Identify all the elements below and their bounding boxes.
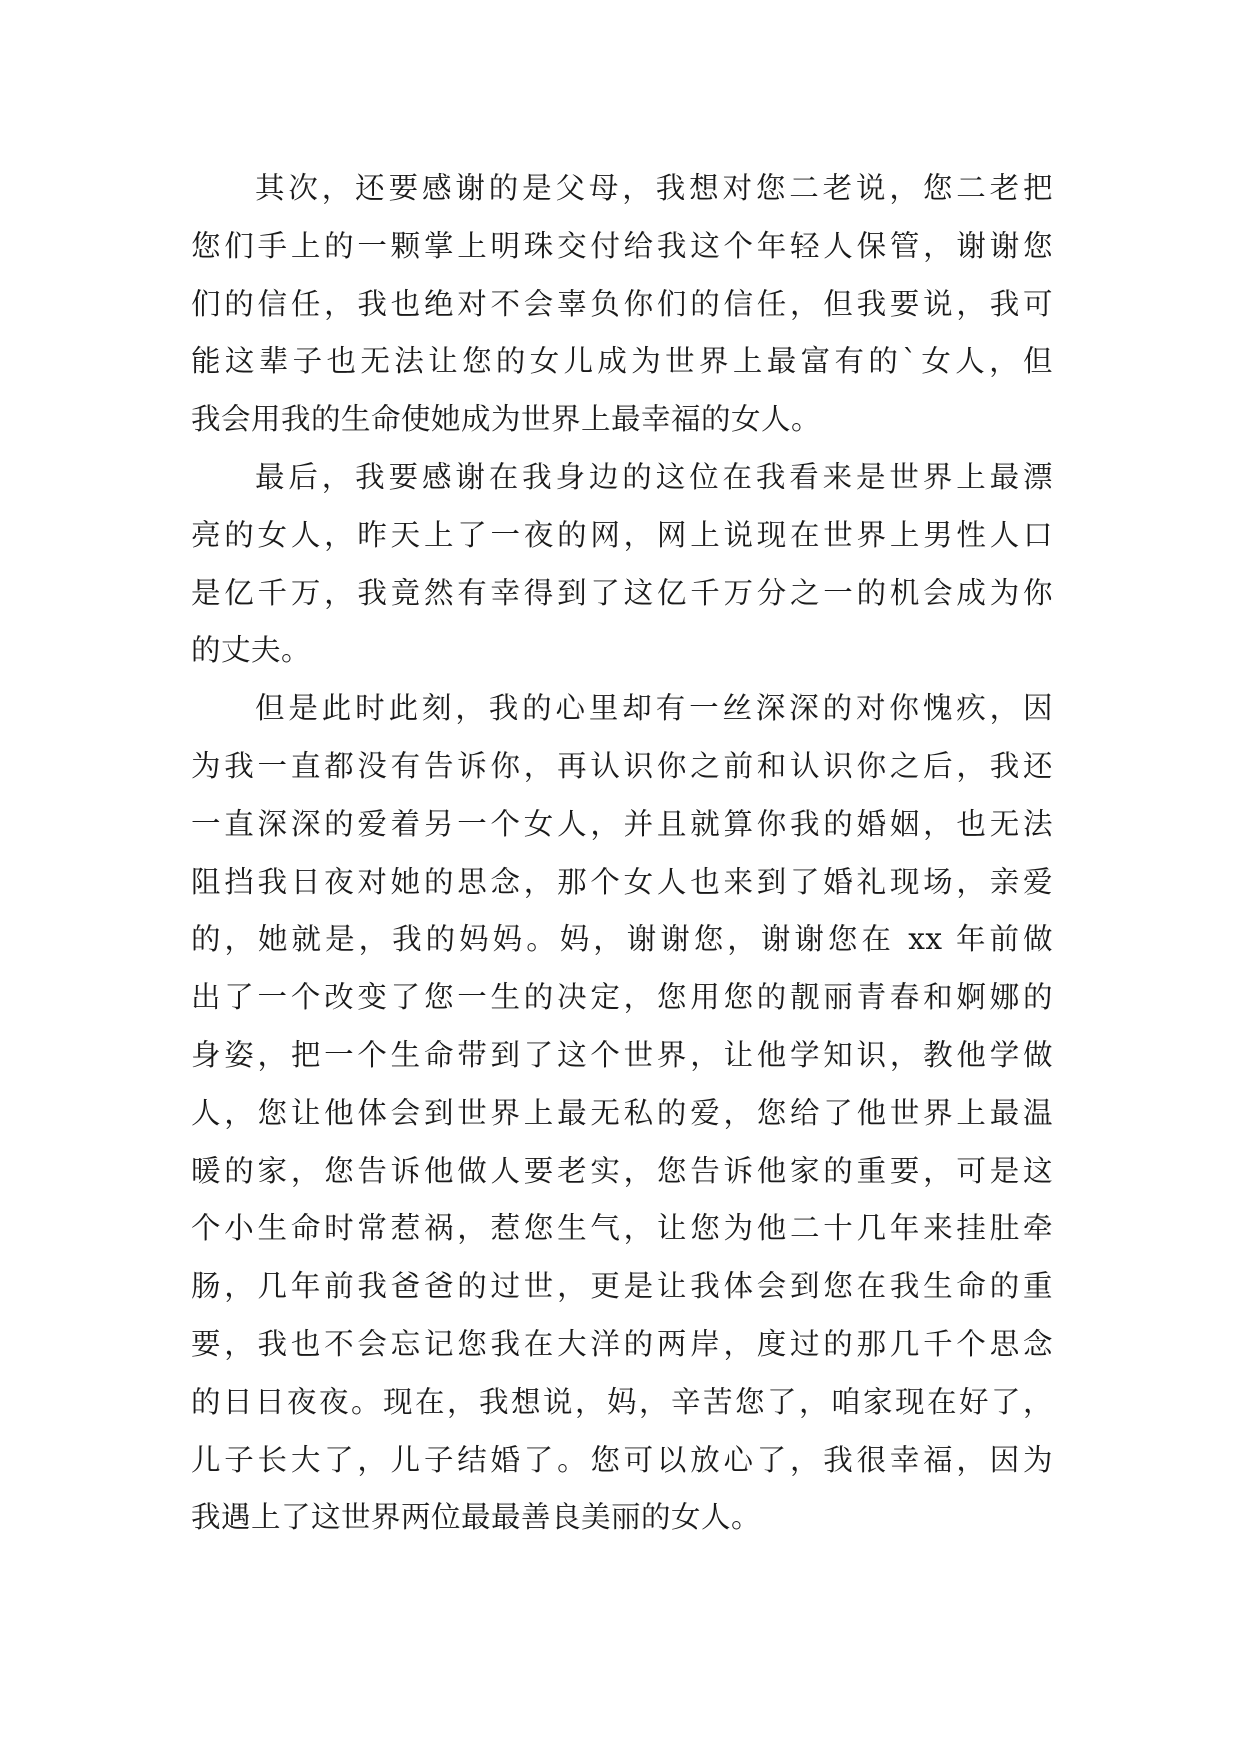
text-line: 最后，我要感谢在我身边的这位在我看来是世界上最漂 — [255, 459, 1053, 494]
text-line: 出了一个改变了您一生的决定，您用您的靓丽青春和婀娜的 — [191, 980, 1053, 1015]
text-line: 的丈夫。 — [191, 633, 312, 668]
text-line: 们的信任，我也绝对不会辜负你们的信任，但我要说，我可 — [191, 286, 1053, 321]
text-line: 的日日夜夜。现在，我想说，妈，辛苦您了，咱家现在好了， — [191, 1384, 1053, 1419]
text-line: 其次，还要感谢的是父母，我想对您二老说，您二老把 — [255, 171, 1053, 205]
text-line: 儿子长大了，儿子结婚了。您可以放心了，我很幸福，因为 — [191, 1442, 1053, 1477]
text-line: 是亿千万，我竟然有幸得到了这亿千万分之一的机会成为你 — [191, 575, 1053, 610]
text-line: 的，她就是，我的妈妈。妈，谢谢您，谢谢您在 xx 年前做 — [191, 922, 1053, 957]
text-line: 我会用我的生命使她成为世界上最幸福的女人。 — [191, 402, 822, 437]
text-line: 暖的家，您告诉他做人要老实，您告诉他家的重要，可是这 — [191, 1153, 1053, 1188]
paragraph-parents — [191, 160, 1053, 449]
text-line: 但是此时此刻，我的心里却有一丝深深的对你愧疚，因 — [255, 691, 1053, 726]
text-line: 能这辈子也无法让您的女儿成为世界上最富有的`女人，但 — [191, 344, 1053, 379]
text-line: 人，您让他体会到世界上最无私的爱，您给了他世界上最温 — [191, 1095, 1053, 1130]
text-line: 个小生命时常惹祸，惹您生气，让您为他二十几年来挂肚牵 — [191, 1211, 1053, 1246]
paragraph-wife — [191, 449, 1053, 680]
text-line: 身姿，把一个生命带到了这个世界，让他学知识，教他学做 — [191, 1037, 1053, 1072]
text-line: 您们手上的一颗掌上明珠交付给我这个年轻人保管，谢谢您 — [191, 228, 1053, 263]
text-line: 一直深深的爱着另一个女人，并且就算你我的婚姻，也无法 — [191, 806, 1053, 841]
text-line: 肠，几年前我爸爸的过世，更是让我体会到您在我生命的重 — [191, 1269, 1053, 1304]
text-line: 为我一直都没有告诉你，再认识你之前和认识你之后，我还 — [191, 748, 1053, 783]
text-line: 要，我也不会忘记您我在大洋的两岸，度过的那几千个思念 — [191, 1326, 1053, 1361]
document-body — [191, 160, 1053, 1547]
text-line: 我遇上了这世界两位最最善良美丽的女人。 — [191, 1500, 762, 1535]
text-line: 亮的女人，昨天上了一夜的网，网上说现在世界上男性人口 — [191, 517, 1053, 552]
text-line: 阻挡我日夜对她的思念，那个女人也来到了婚礼现场，亲爱 — [191, 864, 1053, 899]
paragraph-mother — [191, 680, 1053, 1547]
